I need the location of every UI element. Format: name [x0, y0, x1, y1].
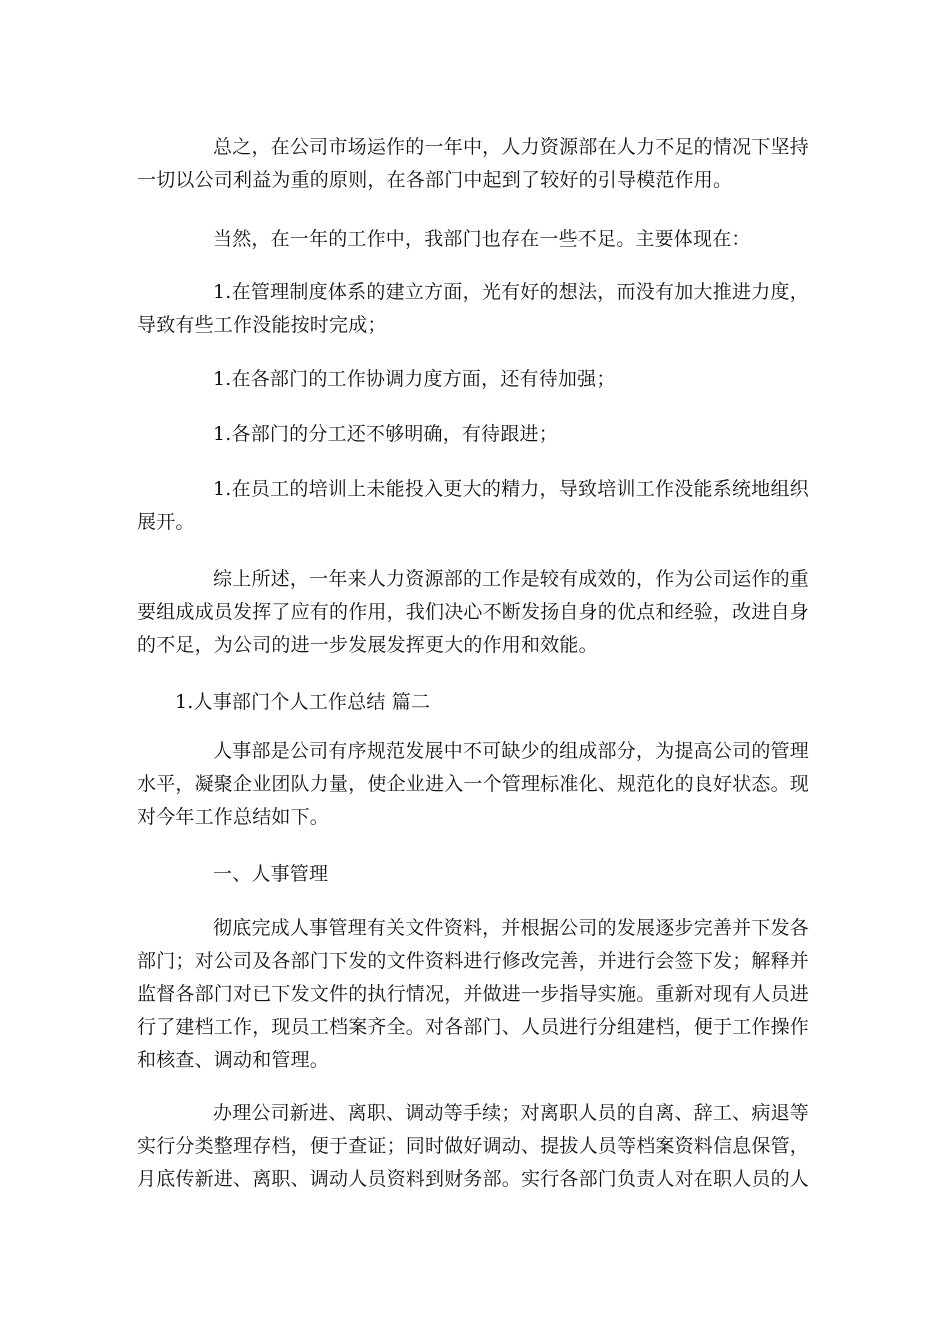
shortcoming-item-1: 1.在管理制度体系的建立方面，光有好的想法，而没有加大推进力度，导致有些工作没能按时完成；: [137, 281, 809, 336]
onboarding-offboarding-paragraph: 办理公司新进、离职、调动等手续；对离职人员的自离、辞工、病退等实行分类整理存档，便于查证；同时做好调动、提拔人员等档案资料信息保管，月底传新进、离职、调动人员资料到财务部。实行各部门负责人对在职人员的人: [137, 1102, 810, 1190]
hr-intro-paragraph: 人事部是公司有序规范发展中不可缺少的组成部分，为提高公司的管理水平，凝聚企业团队力量，使企业进入一个管理标准化、规范化的良好状态。现对今年工作总结如下。: [137, 740, 810, 828]
conclusion-paragraph: 综上所述，一年来人力资源部的工作是较有成效的，作为公司运作的重要组成成员发挥了应有的作用，我们决心不断发扬自身的优点和经验，改进自身的不足，为公司的进一步发展发挥更大的作用和效能。: [137, 568, 810, 656]
section-title-part-two: 1.人事部门个人工作总结 篇二: [175, 691, 431, 713]
shortcoming-item-3: 1.各部门的分工还不够明确，有待跟进；: [213, 423, 558, 445]
personnel-files-paragraph: 彻底完成人事管理有关文件资料，并根据公司的发展逐步完善并下发各部门；对公司及各部门下发的文件资料进行修改完善，并进行会签下发；解释并监督各部门对已下发文件的执行情况，并做进一步指导实施。重新对现有人员进行了建档工作，现员工档案齐全。对各部门、人员进行分组建档，便于工作操作和核查、调动和管理。: [137, 917, 810, 1071]
shortcoming-item-2: 1.在各部门的工作协调力度方面，还有待加强；: [213, 368, 616, 390]
shortcomings-intro-paragraph: 当然，在一年的工作中，我部门也存在一些不足。主要体现在：: [213, 228, 751, 250]
shortcoming-item-4: 1.在员工的培训上未能投入更大的精力，导致培训工作没能系统地组织展开。: [137, 478, 809, 533]
section-heading-personnel-management: 一、人事管理: [213, 863, 329, 885]
summary-paragraph: 总之，在公司市场运作的一年中，人力资源部在人力不足的情况下坚持一切以公司利益为重的原则，在各部门中起到了较好的引导模范作用。: [137, 136, 809, 191]
